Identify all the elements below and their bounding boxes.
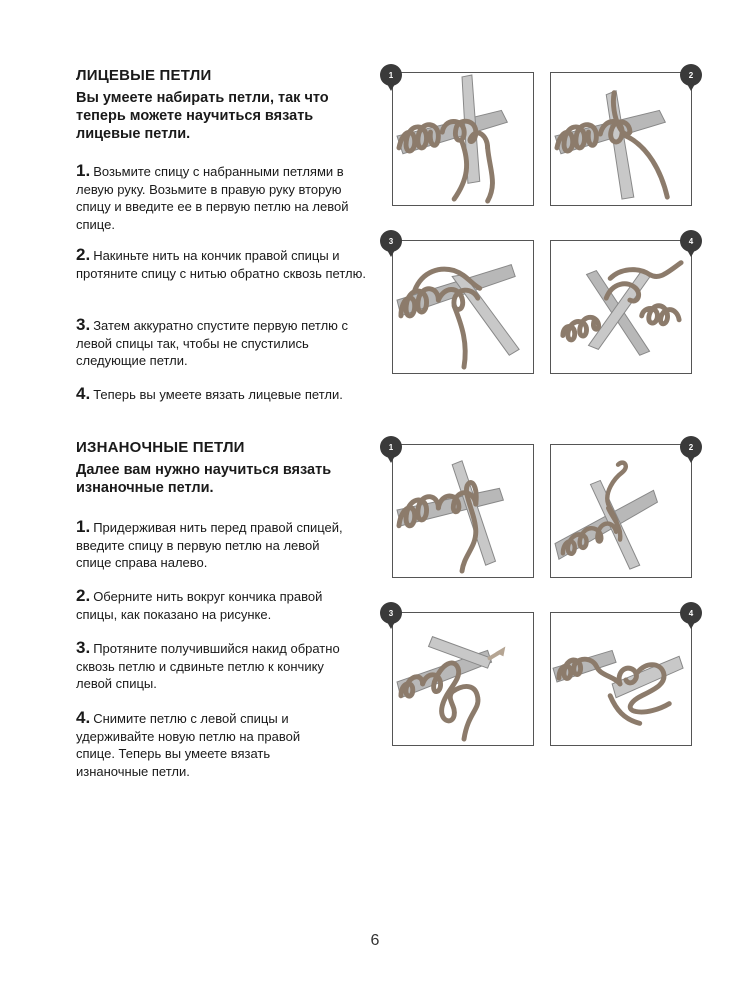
knit-figure-3-marker: 3 bbox=[380, 230, 402, 252]
purl-step-2 bbox=[76, 587, 361, 623]
purl-step-2-illustration bbox=[551, 445, 691, 577]
knit-step-3-number: 3. bbox=[76, 315, 91, 334]
purl-step-4 bbox=[76, 709, 326, 780]
knit-step-3-illustration bbox=[393, 241, 533, 373]
purl-step-2-text: Оберните нить вокруг кончика правой спицы, как показано на рисунке. bbox=[76, 589, 323, 622]
purl-step-4-illustration bbox=[551, 613, 691, 745]
knit-figure-4-marker: 4 bbox=[680, 230, 702, 252]
knit-step-4-text: Теперь вы умеете вязать лицевые петли. bbox=[93, 387, 343, 402]
purl-step-4-number: 4. bbox=[76, 708, 91, 727]
knit-figure-3 bbox=[392, 240, 534, 374]
knit-step-1-number: 1. bbox=[76, 161, 91, 180]
purl-step-1-number: 1. bbox=[76, 517, 91, 536]
knit-figure-2 bbox=[550, 72, 692, 206]
knit-step-2-text: Накиньте нить на кончик правой спицы и протяните спицу с нитью обратно сквозь петлю. bbox=[76, 248, 366, 281]
purl-step-3-number: 3. bbox=[76, 638, 91, 657]
knit-section-intro: Вы умеете набирать петли, так что теперь можете научиться вязать лицевые петли. bbox=[76, 90, 329, 142]
knit-step-2-illustration bbox=[551, 73, 691, 205]
purl-figure-3-marker: 3 bbox=[380, 602, 402, 624]
knit-figure-4 bbox=[550, 240, 692, 374]
purl-figure-4 bbox=[550, 612, 692, 746]
purl-figure-1-marker: 1 bbox=[380, 436, 402, 458]
knit-figure-2-marker: 2 bbox=[680, 64, 702, 86]
purl-step-3-illustration bbox=[393, 613, 533, 745]
purl-step-1 bbox=[76, 518, 356, 572]
purl-figure-4-marker: 4 bbox=[680, 602, 702, 624]
knit-section-title: ЛИЦЕВЫЕ ПЕТЛИ bbox=[76, 67, 212, 84]
knit-step-4 bbox=[76, 385, 376, 404]
purl-figure-1 bbox=[392, 444, 534, 578]
knit-step-4-illustration bbox=[551, 241, 691, 373]
knit-step-4-number: 4. bbox=[76, 384, 91, 403]
knit-step-1-text: Возьмите спицу с набранными петлями в левую руку. Возьмите в правую руку вторую спицу и введите ее в первую петлю на левой спице. bbox=[76, 164, 349, 232]
knit-step-1 bbox=[76, 162, 366, 233]
purl-section-intro: Далее вам нужно научиться вязать изнаночные петли. bbox=[76, 462, 332, 496]
purl-figure-2 bbox=[550, 444, 692, 578]
knit-step-2-number: 2. bbox=[76, 245, 91, 264]
purl-figure-2-marker: 2 bbox=[680, 436, 702, 458]
purl-step-4-text: Снимите петлю с левой спицы и удерживайте новую петлю на правой спице. Теперь вы умеете вязать изнаночные петли. bbox=[76, 711, 301, 779]
knit-step-1-illustration bbox=[393, 73, 533, 205]
knit-step-3-text: Затем аккуратно спустите первую петлю с левой спицы так, чтобы не спустились следующие петли. bbox=[76, 318, 349, 368]
purl-figure-3 bbox=[392, 612, 534, 746]
knit-step-3 bbox=[76, 316, 366, 370]
purl-step-1-text: Придерживая нить перед правой спицей, введите спицу в первую петлю на левой спице справа налево. bbox=[76, 520, 343, 570]
knit-step-2 bbox=[76, 246, 366, 282]
purl-step-3 bbox=[76, 639, 356, 693]
purl-section-title: ИЗНАНОЧНЫЕ ПЕТЛИ bbox=[76, 439, 245, 456]
purl-step-1-illustration bbox=[393, 445, 533, 577]
page-number: 6 bbox=[370, 932, 380, 949]
purl-step-2-number: 2. bbox=[76, 586, 91, 605]
knit-figure-1 bbox=[392, 72, 534, 206]
knit-figure-1-marker: 1 bbox=[380, 64, 402, 86]
purl-step-3-text: Протяните получившийся накид обратно сквозь петлю и сдвиньте петлю к кончику левой спицы. bbox=[76, 641, 340, 691]
